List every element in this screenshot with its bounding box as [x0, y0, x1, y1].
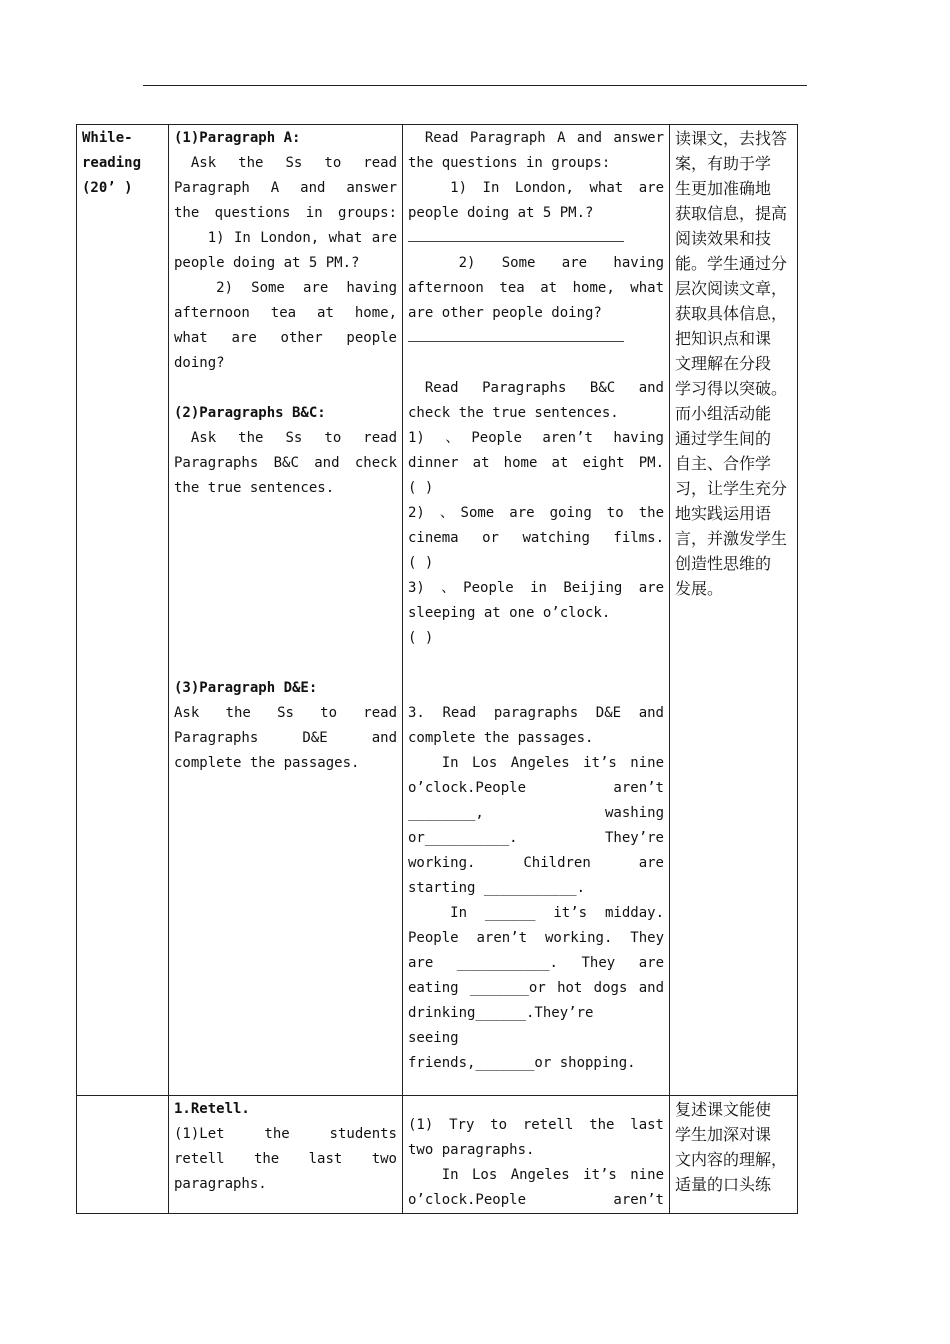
purpose-cell [670, 125, 798, 1096]
student-activity-cell [403, 125, 670, 1096]
purpose-line: 通过学生间的 [675, 429, 772, 448]
passage-line: drinking______.They’re [408, 1005, 594, 1021]
question-line: 2) Some are having [458, 255, 664, 271]
passage-line: In Los Angeles it’s nine [441, 1167, 664, 1183]
text-line: retell the last two [174, 1151, 397, 1167]
text-line: Ask the Ss to read [190, 430, 397, 446]
purpose-line: 发展。 [675, 579, 724, 598]
true-false-bracket: ( ) [408, 555, 434, 571]
text-line: Ask the Ss to read [174, 705, 397, 721]
question-line: people doing at 5 PM.? [408, 205, 594, 221]
purpose-line: 层次阅读文章， [675, 279, 788, 298]
passage-line: People aren’t working. They [408, 930, 664, 946]
teacher-activity-cell [169, 1096, 403, 1214]
purpose-line: 地实践运用语 [675, 504, 772, 523]
statement-line: cinema or watching films. [408, 530, 664, 546]
purpose-line: 阅读效果和技 [675, 229, 772, 248]
text-line: the true sentences. [174, 480, 335, 496]
question-line: afternoon tea at home, [174, 305, 397, 321]
purpose-line: 获取具体信息， [675, 304, 788, 323]
section-heading: 1.Retell. [174, 1101, 250, 1117]
section-heading: (1)Paragraph A: [174, 130, 301, 146]
table-row-retell [77, 1096, 798, 1214]
true-false-bracket: ( ) [408, 480, 434, 496]
purpose-line: 生更加准确地 [675, 179, 772, 198]
purpose-line: 学生加深对课 [675, 1125, 772, 1144]
section-heading: (3)Paragraph D&E: [174, 680, 318, 696]
passage-line: eating _______or hot dogs and [408, 980, 664, 996]
passage-line: ________, washing [408, 805, 664, 821]
passage-line: friends,_______or shopping. [408, 1055, 636, 1071]
statement-line: sleeping at one o’clock. [408, 605, 611, 621]
statement-line: 2) 、Some are going to the [408, 505, 664, 521]
purpose-line: 自主、合作学 [675, 454, 772, 473]
passage-line: working. Children are [408, 855, 664, 871]
answer-blank [408, 226, 664, 251]
purpose-line: 把知识点和课 [675, 329, 772, 348]
purpose-line: 文理解在分段 [675, 354, 772, 373]
answer-blank [408, 326, 664, 351]
lesson-plan-table [76, 124, 798, 1214]
question-line: 2) Some are having [216, 280, 397, 296]
purpose-line: 复述课文能使 [675, 1100, 772, 1119]
table-row-while-reading [77, 125, 798, 1096]
passage-line: starting ___________. [408, 880, 586, 896]
stage-cell [77, 1096, 169, 1214]
question-line: doing? [174, 355, 225, 371]
text-line: Paragraphs D&E and [174, 730, 397, 746]
text-line: the questions in groups: [408, 155, 611, 171]
passage-line: are ___________. They are [408, 955, 664, 971]
teacher-activity-cell [169, 125, 403, 1096]
stage-cell [77, 125, 169, 1096]
question-line: are other people doing? [408, 305, 602, 321]
passage-line: In Los Angeles it’s nine [441, 755, 664, 771]
header-rule [143, 85, 807, 86]
statement-line: 1) 、People aren’t having [408, 430, 664, 446]
purpose-line: 文内容的理解， [675, 1150, 788, 1169]
question-line: what are other people [174, 330, 397, 346]
text-line: Read Paragraph A and answer [424, 130, 664, 146]
purpose-line: 能。学生通过分 [675, 254, 788, 273]
section-heading: (2)Paragraphs B&C: [174, 405, 326, 421]
question-line: 1) In London, what are [450, 180, 664, 196]
question-line: afternoon tea at home, what [408, 280, 664, 296]
statement-line: dinner at home at eight PM. [408, 455, 664, 471]
passage-line: seeing [408, 1030, 459, 1046]
purpose-line: 学习得以突破。 [675, 379, 788, 398]
purpose-cell [670, 1096, 798, 1214]
text-line: (1) Try to retell the last [408, 1117, 664, 1133]
text-line: Paragraphs B&C and check [174, 455, 397, 471]
text-line: Paragraph A and answer [174, 180, 397, 196]
purpose-line: 而小组活动能 [675, 404, 772, 423]
text-line: check the true sentences. [408, 405, 619, 421]
text-line: the questions in groups: [174, 205, 397, 221]
statement-line: 3) 、People in Beijing are [408, 580, 664, 596]
stage-label: reading [82, 155, 142, 171]
text-line: (1)Let the students [174, 1126, 397, 1142]
text-line: complete the passages. [408, 730, 594, 746]
text-line: 3. Read paragraphs D&E and [408, 705, 664, 721]
purpose-line: 获取信息，提高 [675, 204, 788, 223]
stage-label: While- [82, 130, 133, 146]
question-line: 1) In London, what are [207, 230, 397, 246]
purpose-line: 读课文，去找答 [675, 129, 788, 148]
text-line: two paragraphs. [408, 1142, 535, 1158]
purpose-line: 案，有助于学 [675, 154, 772, 173]
passage-line: o’clock.People aren’t [408, 1192, 664, 1208]
student-activity-cell [403, 1096, 670, 1214]
text-line: Read Paragraphs B&C and [424, 380, 664, 396]
stage-duration: (20’ ) [82, 180, 133, 196]
passage-line: or__________. They’re [408, 830, 664, 846]
passage-line: o’clock.People aren’t [408, 780, 664, 796]
text-line: complete the passages. [174, 755, 360, 771]
true-false-bracket: ( ) [408, 630, 434, 646]
purpose-line: 创造性思维的 [675, 554, 772, 573]
question-line: people doing at 5 PM.? [174, 255, 360, 271]
purpose-line: 言，并激发学生 [675, 529, 788, 548]
passage-line: In ______ it’s midday. [450, 905, 664, 921]
text-line: Ask the Ss to read [190, 155, 397, 171]
purpose-line: 习，让学生充分 [675, 479, 788, 498]
purpose-line: 适量的口头练 [675, 1175, 772, 1194]
text-line: paragraphs. [174, 1176, 267, 1192]
